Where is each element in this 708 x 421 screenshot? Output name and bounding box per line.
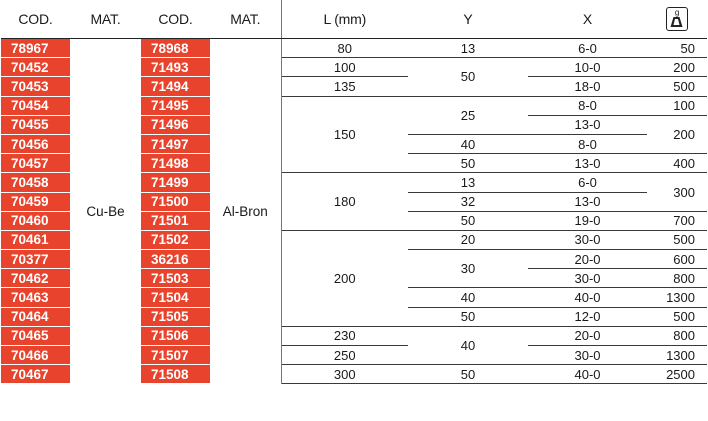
y-cell: 13	[408, 173, 528, 192]
code-albron: 71507	[141, 346, 210, 365]
x-cell: 12-0	[528, 307, 647, 326]
x-cell: 19-0	[528, 211, 647, 230]
code-cube: 70467	[1, 365, 70, 384]
x-cell: 18-0	[528, 77, 647, 96]
header-weight	[647, 0, 707, 39]
x-cell: 20-0	[528, 326, 647, 345]
code-cube: 70452	[1, 58, 70, 77]
y-cell: 13	[408, 39, 528, 58]
weight-cell: 400	[647, 154, 707, 173]
x-cell: 8-0	[528, 134, 647, 153]
code-cube: 70458	[1, 173, 70, 192]
weight-cell: 800	[647, 269, 707, 288]
weight-cell: 1300	[647, 288, 707, 307]
weight-cell: 700	[647, 211, 707, 230]
y-cell: 50	[408, 307, 528, 326]
length-cell: 230	[281, 326, 408, 345]
code-cube: 70464	[1, 307, 70, 326]
code-cube: 70460	[1, 211, 70, 230]
code-cube: 70466	[1, 346, 70, 365]
code-albron: 71496	[141, 115, 210, 134]
code-albron: 71500	[141, 192, 210, 211]
header-cod-1: COD.	[1, 0, 70, 39]
weight-cell: 200	[647, 115, 707, 153]
code-cube: 70453	[1, 77, 70, 96]
length-cell: 200	[281, 230, 408, 326]
x-cell: 30-0	[528, 346, 647, 365]
x-cell: 10-0	[528, 58, 647, 77]
length-cell: 135	[281, 77, 408, 96]
header-length: L (mm)	[281, 0, 408, 39]
weight-cell: 200	[647, 58, 707, 77]
material-cube: Cu-Be	[86, 203, 125, 219]
header-row	[1, 0, 707, 39]
weight-cell: 100	[647, 96, 707, 115]
y-cell: 40	[408, 134, 528, 153]
x-cell: 20-0	[528, 250, 647, 269]
x-cell: 40-0	[528, 365, 647, 384]
code-cube: 70454	[1, 96, 70, 115]
code-cube: 78967	[1, 39, 70, 58]
code-albron: 36216	[141, 250, 210, 269]
x-cell: 13-0	[528, 154, 647, 173]
weight-cell: 500	[647, 307, 707, 326]
weight-icon	[666, 7, 688, 31]
code-albron: 71499	[141, 173, 210, 192]
length-cell: 150	[281, 96, 408, 173]
length-cell: 180	[281, 173, 408, 231]
code-cube: 70463	[1, 288, 70, 307]
code-albron: 71502	[141, 230, 210, 249]
code-albron: 71503	[141, 269, 210, 288]
code-albron: 71504	[141, 288, 210, 307]
code-cube: 70455	[1, 115, 70, 134]
header-mat-2: MAT.	[210, 0, 281, 39]
weight-cell: 1300	[647, 346, 707, 365]
weight-shape-icon	[667, 8, 686, 29]
y-cell: 32	[408, 192, 528, 211]
weight-cell: 50	[647, 39, 707, 58]
y-cell: 40	[408, 326, 528, 364]
code-cube: 70459	[1, 192, 70, 211]
weight-cell: 300	[647, 173, 707, 211]
header-cod-2: COD.	[141, 0, 210, 39]
code-albron: 71494	[141, 77, 210, 96]
y-cell: 25	[408, 96, 528, 134]
x-cell: 13-0	[528, 192, 647, 211]
code-cube: 70462	[1, 269, 70, 288]
code-albron: 71495	[141, 96, 210, 115]
weight-cell: 800	[647, 326, 707, 345]
header-x: X	[528, 0, 647, 39]
y-cell: 30	[408, 250, 528, 288]
header-mat-1: MAT.	[70, 0, 141, 39]
length-cell: 250	[281, 346, 408, 365]
weight-cell: 600	[647, 250, 707, 269]
code-albron: 71506	[141, 326, 210, 345]
length-cell: 80	[281, 39, 408, 58]
y-cell: 50	[408, 211, 528, 230]
x-cell: 40-0	[528, 288, 647, 307]
x-cell: 8-0	[528, 96, 647, 115]
y-cell: 50	[408, 365, 528, 384]
y-cell: 50	[408, 154, 528, 173]
code-albron: 78968	[141, 39, 210, 58]
code-cube: 70457	[1, 154, 70, 173]
code-cube: 70465	[1, 326, 70, 345]
code-albron: 71505	[141, 307, 210, 326]
y-cell: 40	[408, 288, 528, 307]
header-y: Y	[408, 0, 528, 39]
length-cell: 100	[281, 58, 408, 77]
product-table	[1, 0, 707, 384]
x-cell: 6-0	[528, 173, 647, 192]
x-cell: 13-0	[528, 115, 647, 134]
code-albron: 71493	[141, 58, 210, 77]
length-cell: 300	[281, 365, 408, 384]
code-albron: 71498	[141, 154, 210, 173]
code-cube: 70461	[1, 230, 70, 249]
code-cube: 70377	[1, 250, 70, 269]
code-albron: 71508	[141, 365, 210, 384]
weight-icon-letter: g	[674, 8, 680, 17]
table-row	[1, 39, 707, 58]
weight-cell: 2500	[647, 365, 707, 384]
weight-cell: 500	[647, 230, 707, 249]
x-cell: 6-0	[528, 39, 647, 58]
x-cell: 30-0	[528, 269, 647, 288]
material-albron: Al-Bron	[210, 39, 281, 384]
code-cube: 70456	[1, 134, 70, 153]
y-cell: 50	[408, 58, 528, 96]
x-cell: 30-0	[528, 230, 647, 249]
code-albron: 71501	[141, 211, 210, 230]
code-albron: 71497	[141, 134, 210, 153]
y-cell: 20	[408, 230, 528, 249]
weight-cell: 500	[647, 77, 707, 96]
